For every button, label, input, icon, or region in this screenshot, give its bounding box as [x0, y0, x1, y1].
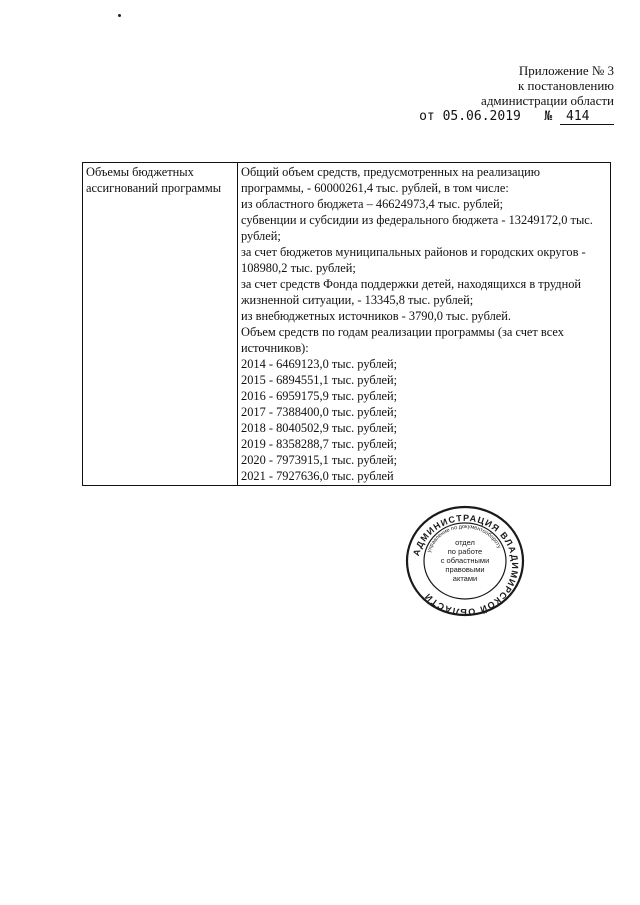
value-line: 108980,2 тыс. рублей;	[241, 261, 356, 275]
appendix-title: Приложение № 3	[518, 63, 614, 78]
year-line: 2020 - 7973915,1 тыс. рублей;	[241, 453, 398, 467]
value-line: из внебюджетных источников - 3790,0 тыс. рублей.	[241, 309, 511, 323]
value-line: Объем средств по годам реализации программы (за счет всех	[241, 325, 564, 339]
value-line: за счет средств Фонда поддержки детей, находящихся в трудной	[241, 277, 582, 291]
table-row	[83, 163, 611, 486]
appendix-reference: к постановлению	[517, 78, 614, 93]
document-date: 05.06.2019	[442, 109, 521, 124]
appendix-issuer: администрации области	[481, 93, 614, 108]
official-stamp	[404, 505, 526, 617]
registration-line	[419, 109, 614, 125]
value-line: рублей;	[241, 229, 281, 243]
stamp-center-line: по работе	[447, 547, 483, 556]
year-line: 2017 - 7388400,0 тыс. рублей;	[241, 405, 398, 419]
year-line: 2014 - 6469123,0 тыс. рублей;	[241, 357, 398, 371]
year-line: 2015 - 6894551,1 тыс. рублей;	[241, 373, 398, 387]
year-line: 2021 - 7927636,0 тыс. рублей	[241, 469, 394, 483]
stamp-center-line: правовыми	[445, 565, 485, 574]
value-line: за счет бюджетов муниципальных районов и городских округов -	[241, 245, 586, 259]
value-line: Общий объем средств, предусмотренных на реализацию	[241, 165, 541, 179]
appendix-header	[481, 63, 614, 108]
stamp-middle-text: управление по документообороту	[426, 523, 502, 554]
year-line: 2016 - 6959175,9 тыс. рублей;	[241, 389, 398, 403]
stamp-center-line: отдел	[455, 538, 475, 547]
value-line: источников):	[241, 341, 309, 355]
date-prefix: от	[419, 109, 435, 124]
row-label-cell: Объемы бюджетных ассигнований программы	[83, 163, 238, 486]
stamp-center-line: актами	[452, 574, 478, 583]
year-line: 2019 - 8358288,7 тыс. рублей;	[241, 437, 398, 451]
scan-speck	[118, 14, 121, 17]
year-line: 2018 - 8040502,9 тыс. рублей;	[241, 421, 398, 435]
value-line: жизненной ситуации, - 13345,8 тыс. рублей;	[241, 293, 474, 307]
stamp-outer-text: АДМИНИСТРАЦИЯ ВЛАДИМИРСКОЙ ОБЛАСТИ	[411, 512, 521, 617]
value-line: программы, - 60000261,4 тыс. рублей, в том числе:	[241, 181, 509, 195]
stamp-center-line: с областными	[440, 556, 490, 565]
value-line: из областного бюджета – 46624973,4 тыс. рублей;	[241, 197, 504, 211]
number-prefix: №	[544, 109, 553, 124]
value-line: субвенции и субсидии из федерального бюджета - 13249172,0 тыс.	[241, 213, 593, 227]
budget-table	[82, 162, 611, 486]
row-value-cell	[238, 163, 611, 486]
document-number: 414	[560, 109, 614, 125]
